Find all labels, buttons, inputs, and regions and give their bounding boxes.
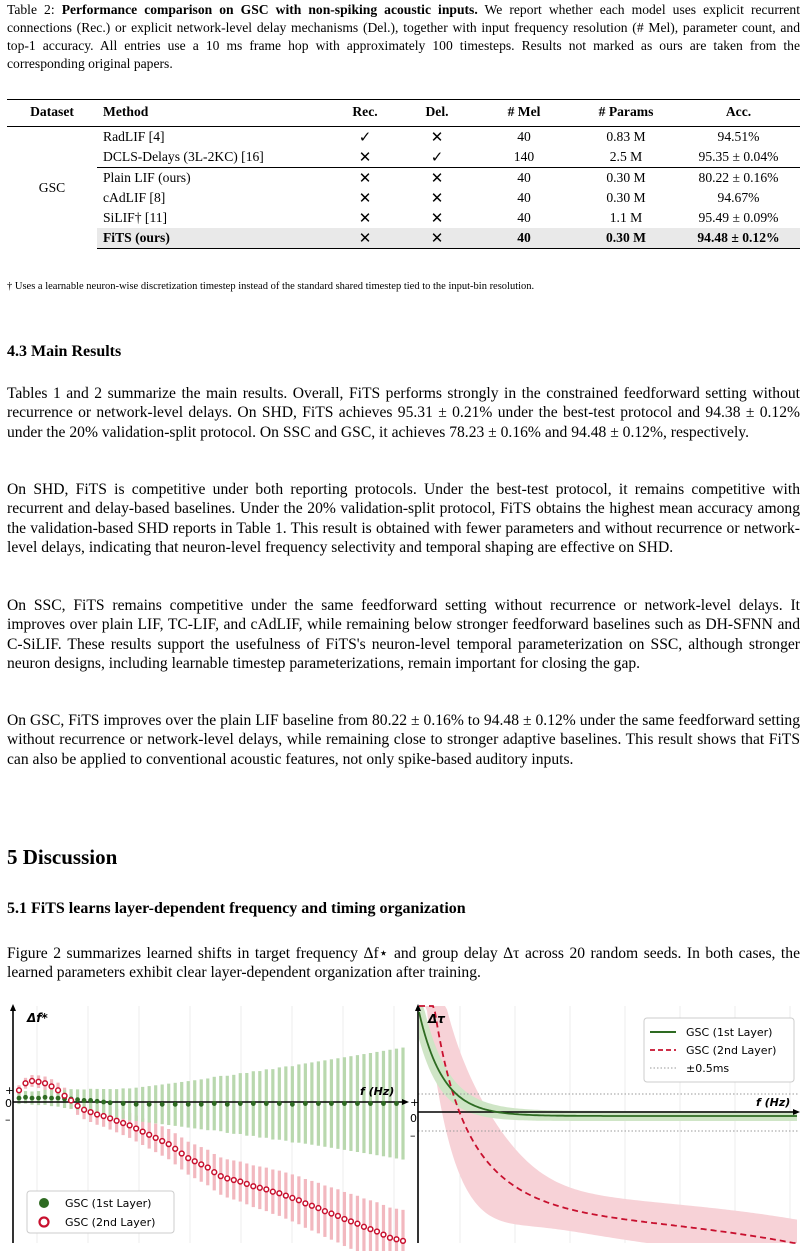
point-layer2 (160, 1139, 165, 1144)
dataset-cell: GSC (7, 127, 97, 249)
figure-left-frequency-shift (5, 1002, 410, 1256)
point-layer2 (212, 1170, 217, 1175)
point-layer2 (23, 1081, 28, 1086)
x-axis-label: f (Hz) (360, 1085, 395, 1098)
params-cell: 0.30 M (606, 190, 646, 205)
point-layer2 (179, 1151, 184, 1156)
errorbar-layer1 (141, 1087, 144, 1122)
point-layer1 (23, 1095, 28, 1100)
header-method: Method (97, 100, 329, 127)
tick-zero: 0 (410, 1112, 417, 1125)
point-layer2 (108, 1116, 113, 1121)
point-layer2 (30, 1079, 35, 1084)
legend-marker-layer2 (40, 1218, 49, 1227)
point-layer1 (225, 1102, 230, 1107)
point-layer2 (251, 1184, 256, 1189)
point-layer2 (121, 1121, 126, 1126)
point-layer2 (199, 1162, 204, 1167)
point-layer1 (212, 1101, 217, 1106)
params-cell: 0.83 M (606, 129, 646, 144)
tick-plus: + (410, 1096, 420, 1109)
header-mel: # Mel (473, 100, 575, 127)
figure-right-group-delay (410, 1002, 802, 1256)
point-layer1 (17, 1096, 22, 1101)
point-layer1 (75, 1097, 80, 1102)
point-layer1 (108, 1100, 113, 1105)
paragraph: On SHD, FiTS is competitive under both reporting protocols. Under the best-test protocol, it remains competitive with recurrent and delay-based baselines. Under the 20% validation-split protocol, FiTS obtains the highest mean accuracy among the validation-based SHD reports in Table 1. This result is obtained with fewer parameters and without recurrence or network-level delays, indicating that neuron-level frequency selectivity and temporal shaping are effective on SHD. (7, 481, 800, 556)
point-layer1 (251, 1101, 256, 1106)
point-layer1 (101, 1100, 106, 1105)
rec-cell: ✓ (358, 128, 372, 146)
point-layer2 (166, 1142, 171, 1147)
point-layer2 (56, 1088, 61, 1093)
point-layer1 (199, 1102, 204, 1107)
acc-cell: 95.35 ± 0.04% (698, 149, 779, 164)
errorbar-layer1 (180, 1082, 183, 1127)
errorbar-layer1 (167, 1084, 170, 1125)
point-layer1 (329, 1101, 334, 1106)
paragraph: On GSC, FiTS improves over the plain LIF baseline from 80.22 ± 0.16% to 94.48 ± 0.12% under the same feedforward setting without recurrence or network-level delays, while remaining close to stronger adaptive baselines. This result shows that FiTS can also be applied to conventional acoustic features, not only spike-based auditory inputs. (7, 712, 800, 768)
acc-cell: 94.67% (717, 190, 760, 205)
header-dataset: Dataset (7, 100, 97, 127)
point-layer2 (362, 1224, 367, 1229)
point-layer1 (290, 1102, 295, 1107)
section-heading-4-3: 4.3 Main Results (7, 343, 122, 360)
point-layer1 (56, 1096, 61, 1101)
method-cell: RadLIF [4] (103, 129, 165, 144)
point-layer1 (134, 1102, 139, 1107)
mel-cell: 40 (473, 228, 575, 249)
point-layer2 (277, 1191, 282, 1196)
errorbar-layer2 (388, 1208, 391, 1251)
errorbar-layer2 (369, 1200, 372, 1251)
point-layer2 (134, 1126, 139, 1131)
errorbar-layer1 (245, 1073, 248, 1136)
point-layer2 (336, 1213, 341, 1218)
errorbar-layer1 (154, 1085, 157, 1123)
errorbar-layer1 (193, 1080, 196, 1128)
point-layer2 (140, 1129, 145, 1134)
method-cell: FiTS (ours) (97, 228, 329, 249)
point-layer2 (192, 1159, 197, 1164)
method-cell: SiLIF† [11] (103, 210, 168, 225)
rec-cell: ✕ (329, 228, 401, 249)
point-layer2 (322, 1209, 327, 1214)
paragraph: On SSC, FiTS remains competitive under the same feedforward setting without recurrence or network-level delays. It improves over plain LIF, TC-LIF, and cAdLIF, while remaining below stronger feedforward baselines such as DH-SFNN and C-SiLIF. These results support the usefulness of FiTS's neuron-level temporal parameterization on SSC, although stronger neuron designs, including learnable timestep parameterizations, remain important for closing the gap. (7, 597, 800, 672)
errorbar-layer1 (310, 1062, 313, 1144)
point-layer1 (316, 1101, 321, 1106)
point-layer2 (225, 1176, 230, 1181)
point-layer2 (283, 1193, 288, 1198)
table-row (7, 188, 800, 208)
point-layer2 (329, 1211, 334, 1216)
tick-minus: – (410, 1129, 416, 1142)
table-row (7, 208, 800, 228)
point-layer2 (147, 1132, 152, 1137)
rec-cell: ✕ (358, 209, 372, 227)
point-layer2 (270, 1189, 275, 1194)
legend-label-threshold: ±0.5ms (686, 1062, 730, 1075)
mel-cell: 40 (473, 168, 575, 189)
errorbar-layer2 (401, 1210, 404, 1251)
point-layer1 (303, 1101, 308, 1106)
caption-title: Performance comparison on GSC with non-spiking acoustic inputs. (61, 2, 478, 17)
tick-plus: + (5, 1084, 15, 1097)
legend-marker-layer1 (39, 1198, 49, 1208)
rec-cell: ✕ (329, 168, 401, 189)
mel-cell: 140 (513, 149, 535, 164)
del-cell: ✕ (430, 189, 444, 207)
point-layer2 (82, 1107, 87, 1112)
errorbar-layer1 (258, 1071, 261, 1138)
point-layer1 (88, 1098, 93, 1103)
point-layer2 (355, 1221, 360, 1226)
point-layer2 (296, 1198, 301, 1203)
table-row-ours (7, 228, 800, 249)
point-layer2 (342, 1217, 347, 1222)
point-layer1 (82, 1098, 87, 1103)
header-del: Del. (401, 100, 473, 127)
table-footnote: † Uses a learnable neuron-wise discretization timestep instead of the standard shared timestep tied to the input-bin resolution. (7, 281, 535, 292)
del-cell: ✕ (401, 228, 473, 249)
x-axis-label: f (Hz) (756, 1096, 791, 1109)
x-axis-arrow-icon (402, 1099, 409, 1105)
table-row (7, 168, 800, 189)
point-layer2 (290, 1196, 295, 1201)
errorbar-layer1 (375, 1052, 378, 1155)
paragraph: Figure 2 summarizes learned shifts in target frequency Δf⋆ and group delay Δτ across 20 random seeds. In both cases, the learned parameters exhibit clear layer-dependent organization after training. (7, 945, 800, 982)
table-row (7, 127, 800, 148)
results-table (7, 99, 800, 249)
legend-label-layer1: GSC (1st Layer) (65, 1197, 152, 1210)
acc-cell: 80.22 ± 0.16% (677, 168, 800, 189)
point-layer2 (153, 1135, 158, 1140)
caption-label: Table 2: (7, 2, 55, 17)
point-layer2 (186, 1156, 191, 1161)
point-layer1 (238, 1101, 243, 1106)
point-layer2 (264, 1187, 269, 1192)
point-layer2 (231, 1178, 236, 1183)
point-layer2 (127, 1123, 132, 1128)
point-layer1 (368, 1101, 373, 1106)
errorbar-layer1 (206, 1078, 209, 1130)
legend-label-layer2: GSC (2nd Layer) (65, 1216, 156, 1229)
figure-right-svg (410, 1002, 802, 1251)
acc-cell: 95.49 ± 0.09% (698, 210, 779, 225)
del-cell: ✕ (401, 168, 473, 189)
errorbar-layer1 (219, 1076, 222, 1131)
params-cell: 0.30 M (575, 168, 677, 189)
point-layer1 (394, 1101, 399, 1106)
errorbar-layer1 (388, 1050, 391, 1158)
point-layer2 (244, 1182, 249, 1187)
errorbar-layer2 (382, 1205, 385, 1251)
point-layer2 (205, 1165, 210, 1170)
del-cell: ✕ (430, 209, 444, 227)
point-layer1 (43, 1095, 48, 1100)
point-layer1 (381, 1101, 386, 1106)
table-header-row (7, 100, 800, 127)
point-layer2 (316, 1206, 321, 1211)
y-axis-label: Δf* (27, 1011, 48, 1025)
point-layer1 (355, 1101, 360, 1106)
rec-cell: ✕ (358, 148, 372, 166)
errorbar-layer2 (375, 1202, 378, 1251)
point-layer1 (49, 1096, 54, 1101)
method-cell: cAdLIF [8] (103, 190, 166, 205)
del-cell: ✓ (430, 148, 444, 166)
errorbar-layer2 (395, 1209, 398, 1251)
point-layer2 (36, 1079, 41, 1084)
point-layer2 (257, 1185, 262, 1190)
tick-zero: 0 (5, 1097, 12, 1110)
params-cell: 1.1 M (609, 210, 643, 225)
section-heading-5: 5 Discussion (7, 845, 118, 869)
point-layer2 (309, 1203, 314, 1208)
del-cell: ✕ (430, 128, 444, 146)
errorbar-layer1 (115, 1089, 118, 1118)
acc-cell: 94.51% (717, 129, 760, 144)
errorbar-layer1 (232, 1075, 235, 1134)
legend-label-layer1: GSC (1st Layer) (686, 1026, 773, 1039)
point-layer1 (30, 1096, 35, 1101)
params-cell: 2.5 M (609, 149, 643, 164)
table-caption (7, 1, 800, 73)
paragraph: Tables 1 and 2 summarize the main results. Overall, FiTS performs strongly in the constrained feedforward setting without recurrence or network-level delays. On SHD, FiTS achieves 95.31 ± 0.21% under the best-test protocol and 94.38 ± 0.12% under the 20% validation-split protocol. On SSC and GSC, it achieves 78.23 ± 0.16% and 94.48 ± 0.12%, respectively. (7, 385, 800, 441)
acc-cell: 94.48 ± 0.12% (677, 228, 800, 249)
errorbar-layer1 (271, 1069, 274, 1139)
errorbar-layer1 (336, 1058, 339, 1149)
errorbar-layer1 (297, 1064, 300, 1142)
figure-left-svg (5, 1002, 410, 1251)
tick-minus: – (5, 1113, 11, 1126)
errorbar-layer1 (284, 1066, 287, 1140)
point-layer2 (49, 1084, 54, 1089)
header-params: # Params (575, 100, 677, 127)
point-layer2 (43, 1081, 48, 1086)
errorbar-layer1 (349, 1056, 352, 1151)
mel-cell: 40 (517, 190, 531, 205)
point-layer2 (238, 1179, 243, 1184)
point-layer2 (381, 1232, 386, 1237)
point-layer2 (303, 1201, 308, 1206)
method-cell: Plain LIF (ours) (97, 168, 329, 189)
point-layer2 (375, 1229, 380, 1234)
caption-body: We report whether each model uses explicit recurrent connections (Rec.) or explicit network-level delay mechanisms (Del.), together with input frequency resolution (# Mel), parameter count, and top-1 accuracy. All entries use a 10 ms frame hop with approximately 100 timesteps. Results not marked as ours are taken from the corresponding original papers. (7, 2, 800, 71)
table-row (7, 147, 800, 168)
point-layer1 (277, 1101, 282, 1106)
point-layer2 (95, 1112, 100, 1117)
point-layer2 (368, 1227, 373, 1232)
point-layer2 (218, 1174, 223, 1179)
point-layer2 (69, 1098, 74, 1103)
point-layer2 (394, 1237, 399, 1242)
point-layer2 (62, 1093, 67, 1098)
params-cell: 0.30 M (575, 228, 677, 249)
point-layer2 (401, 1238, 406, 1243)
point-layer2 (173, 1146, 178, 1151)
point-layer1 (147, 1102, 152, 1107)
legend-label-layer2: GSC (2nd Layer) (686, 1044, 777, 1057)
point-layer2 (114, 1118, 119, 1123)
point-layer1 (186, 1102, 191, 1107)
header-rec: Rec. (329, 100, 401, 127)
method-cell: DCLS-Delays (3L-2KC) [16] (103, 149, 264, 164)
point-layer1 (173, 1102, 178, 1107)
errorbar-layer1 (323, 1060, 326, 1146)
rec-cell: ✕ (358, 189, 372, 207)
point-layer2 (349, 1219, 354, 1224)
y-axis-label: Δτ (428, 1012, 445, 1026)
section-heading-5-1: 5.1 FiTS learns layer-dependent frequency and timing organization (7, 900, 466, 917)
point-layer1 (121, 1101, 126, 1106)
point-layer2 (388, 1235, 393, 1240)
errorbar-layer1 (362, 1054, 365, 1153)
point-layer2 (101, 1114, 106, 1119)
point-layer2 (75, 1104, 80, 1109)
point-layer1 (95, 1099, 100, 1104)
point-layer1 (36, 1096, 41, 1101)
point-layer1 (264, 1101, 269, 1106)
mel-cell: 40 (517, 210, 531, 225)
y-axis-arrow-icon (10, 1004, 16, 1011)
point-layer1 (160, 1102, 165, 1107)
errorbar-layer1 (128, 1088, 131, 1120)
point-layer1 (342, 1101, 347, 1106)
header-acc: Acc. (677, 100, 800, 127)
point-layer2 (17, 1088, 22, 1093)
point-layer2 (88, 1110, 93, 1115)
mel-cell: 40 (517, 129, 531, 144)
